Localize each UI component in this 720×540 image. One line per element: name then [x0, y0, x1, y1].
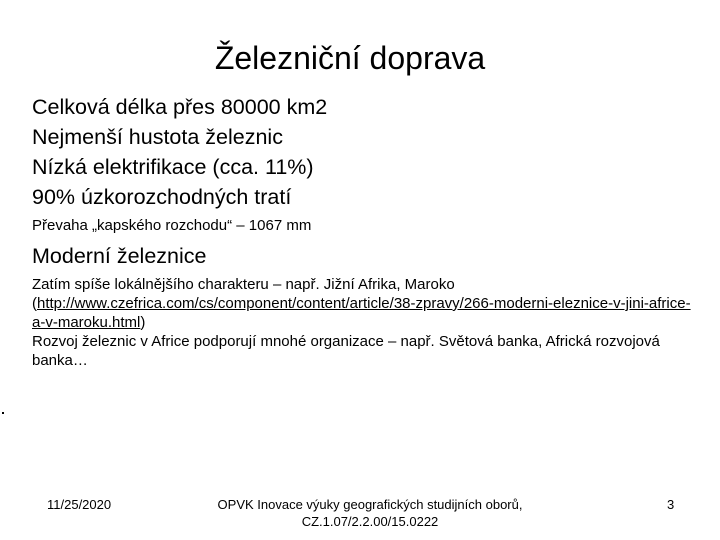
development-paragraph: Rozvoj železnic v Africe podporují mnohé organizace – např. Světová banka, Africká rozvojová banka… — [32, 333, 660, 369]
footer-page-number: 3 — [667, 497, 675, 512]
bullet-lowest-density: Nejmenší hustota železnic — [32, 125, 283, 149]
czefrica-article-link[interactable]: http://www.czefrica.com/cs/component/content/article/38-zpravy/266-moderni-eleznice-v-jini-africe-a-v-maroku.html — [32, 295, 691, 331]
sub-bullet-cape-gauge: Převaha „kapského rozchodu“ – 1067 mm — [32, 217, 312, 234]
modern-railways-paragraph — [32, 275, 692, 332]
bullet-total-length: Celková délka přes 80000 km2 — [32, 95, 328, 119]
heading-modern-railways: Moderní železnice — [32, 244, 207, 268]
slide-title — [0, 36, 700, 80]
bullet-low-electrification: Nízká elektrifikace (cca. 11%) — [32, 155, 314, 179]
slide-body — [32, 92, 692, 370]
footer-project — [160, 496, 580, 530]
slide-title-text: Železniční doprava — [214, 40, 486, 76]
modern-text-after: ) — [140, 314, 146, 331]
footer-project-line2: CZ.1.07/2.2.00/15.0222 — [301, 514, 439, 529]
footer-date: 11/25/2020 — [47, 497, 112, 512]
edge-mark — [2, 412, 4, 414]
footer-project-line1: OPVK Inovace výuky geografických studijních oborů, — [217, 497, 523, 512]
bullet-narrow-gauge: 90% úzkorozchodných tratí — [32, 185, 292, 209]
modern-text-before: Zatím spíše lokálnějšího charakteru – např. Jižní Afrika, Maroko ( — [32, 276, 455, 312]
